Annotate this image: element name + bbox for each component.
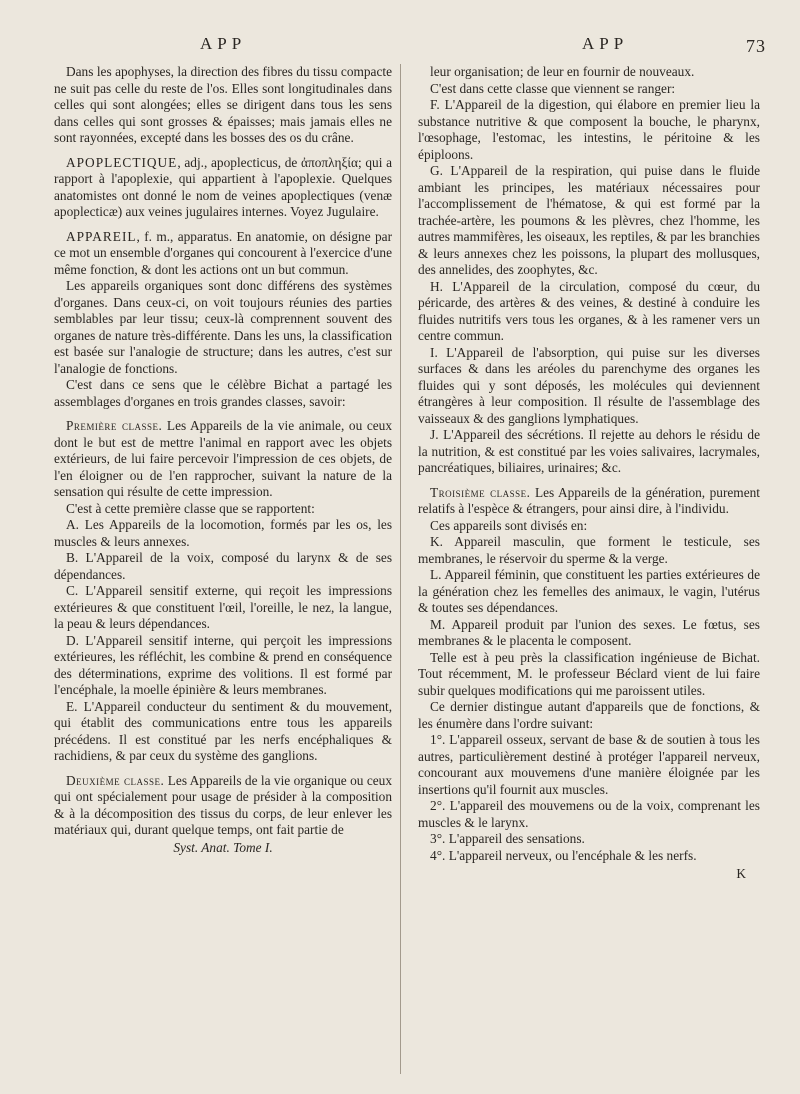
entry-appareil-text: , f. m., apparatus. En anatomie, on désigne par ce mot un ensemble d'organes qui concourent à l'exercice d'une même fonction, & dont les actions ont un but commun. (54, 228, 393, 277)
item-d: D. L'Appareil sensitif interne, qui perçoit les impressions extérieures, les réfléchit, les combine & prend en conséquence des déterminations, exprime des volitions. Il est formé par l'encéphale, la moelle épinière & leurs membranes. (54, 632, 393, 697)
item-c: C. L'Appareil sensitif externe, qui reçoit les impressions extérieures & que constituent l'œil, l'oreille, le nez, la langue, la peau & leurs dépendances. (54, 583, 393, 631)
deuxieme-classe (54, 773, 392, 839)
item-k: K. Appareil masculin, que forment le testicule, ses membranes, le réservoir du sperme & la verge. (418, 534, 760, 566)
running-header (54, 28, 766, 64)
paragraph-organisation: leur organisation; de leur en fournir de nouveaux. (430, 64, 695, 79)
item-b: B. L'Appareil de la voix, composé du larynx & de ses dépendances. (54, 550, 393, 582)
item-1: 1°. L'appareil osseux, servant de base & de soutien à tous les autres, particulièrement destiné à protéger l'appareil nerveux, concourant aux mouvemens d'une manière éloignée par les insertions qu'il fournit aux muscles. (418, 732, 760, 797)
header-right: APP (582, 34, 629, 53)
paragraph-apophyses: Dans les apophyses, la direction des fibres du tissu compacte ne suit pas celle du reste de l'os. Elles sont longitudinales dans celles qui sont alongées; elles se dirigent dans tous les sens dans celles qui sont grosses & épaisses; mais jamais elles ne sont rayonnées, excepté dans les bosses des os du crâne. (54, 64, 393, 145)
header-left: APP (200, 34, 247, 53)
troisieme-classe (418, 485, 760, 518)
text-columns (54, 64, 760, 883)
page-number: 73 (746, 36, 766, 56)
paragraph-bichat: C'est dans ce sens que le célèbre Bichat a partagé les assemblages d'organes en trois grandes classes, savoir: (54, 377, 393, 409)
deuxieme-classe-label: Deuxième classe. (66, 772, 165, 788)
premiere-classe (54, 418, 392, 501)
item-l: L. Appareil féminin, que constituent les parties extérieures de la génération chez les femelles des animaux, le vagin, l'utérus & toutes ses dépendances. (418, 567, 760, 615)
paragraph-organiques: Les appareils organiques sont donc différens des systèmes d'organes. Dans ceux-ci, on voit toujours réunies des parties semblables par leur tissu; ceux-là comprennent souvent des organes de nature très-différente. Dans les uns, la classification est basée sur l'analogie de structure; dans les autres, c'est sur l'analogie de fonctions. (54, 278, 393, 376)
entry-apoplectique-text: , adj., apoplecticus, de ἀποπληξία; qui a rapport à l'apoplexie, qui appartient à l'apoplexie. Quelques anatomistes ont donné le nom de veines apoplectiques (venæ apoplecticæ) aux veines jugulaires internes. Voyez Jugulaire. (54, 154, 393, 219)
headword-appareil: APPAREIL (66, 228, 137, 244)
item-j: J. L'Appareil des sécrétions. Il rejette au dehors le résidu de la nutrition, & est constitué par les voies salivaires, lacrymales, pancréatiques, biliaires, urinaires; &c. (418, 427, 760, 475)
item-4: 4°. L'appareil nerveux, ou l'encéphale & les nerfs. (430, 847, 697, 863)
item-3: 3°. L'appareil des sensations. (430, 831, 585, 846)
headword-apoplectique: APOPLECTIQUE (66, 154, 178, 170)
premiere-classe-label: Première classe. (66, 418, 163, 433)
paragraph-telle: Telle est à peu près la classification ingénieuse de Bichat. Tout récemment, M. le professeur Béclard vient de lui faire subir quelques modifications qui me paroissent utiles. (418, 649, 760, 698)
entry-appareil (54, 229, 392, 279)
paragraph-dernier: Ce dernier distingue autant d'appareils que de fonctions, & les énumère dans l'ordre suivant: (418, 699, 760, 731)
paragraph-cette-classe: C'est à cette première classe que se rapportent: (66, 500, 315, 516)
deuxieme-classe-text: Les Appareils de la vie organique ou ceux qui ont spécialement pour usage de présider à la composition & à la décomposition des tissus du corps, de leur enlever les matériaux qui, durant quelque temps, ont fait partie de (54, 772, 393, 837)
troisieme-classe-label: Troisième classe. (430, 484, 531, 500)
left-column (54, 64, 392, 883)
item-f: F. L'Appareil de la digestion, qui élabore en premier lieu la substance nutritive & que composent la bouche, le pharynx, l'œsophage, l'estomac, les intestins, le péritoine & les épiploons. (418, 97, 760, 162)
column-rule (400, 64, 401, 1074)
item-h: H. L'Appareil de la circulation, composé du cœur, du péricarde, des artères & des veines, & destiné à conduire les fluides nutritifs vers tous les organes, & à les ramener vers un centre commun. (418, 278, 760, 343)
item-m: M. Appareil produit par l'union des sexes. Le fœtus, ses membranes & le placenta le composent. (418, 616, 760, 648)
troisieme-classe-text: Les Appareils de la génération, purement relatifs à l'espèce & étrangers, pour ainsi dire, à l'individu. (418, 484, 760, 516)
item-a: A. Les Appareils de la locomotion, formés par les os, les muscles & leurs annexes. (54, 517, 393, 549)
item-e: E. L'Appareil conducteur du sentiment & du mouvement, qui établit des communications entre tous les appareils précédens. Il est constitué par les nerfs encéphaliques & rachidiens, & par ceux du système des ganglions. (54, 698, 393, 763)
item-2: 2°. L'appareil des mouvemens ou de la voix, comprenant les muscles & le larynx. (418, 798, 760, 830)
page-footer: Syst. Anat. Tome I. (173, 839, 273, 855)
premiere-classe-text: Les Appareils de la vie animale, ou ceux dont le but est de mettre l'animal en rapport avec les objets extérieurs, de lui faire percevoir l'impression de ces objets, de l'en éloigner ou de l'en rapprocher, suivant la nature de la sensation qui résulte de cette impression. (54, 418, 393, 499)
signature-mark: K (736, 866, 746, 881)
paragraph-classe-ranger: C'est dans cette classe que viennent se ranger: (430, 80, 676, 96)
item-g: G. L'Appareil de la respiration, qui puise dans le fluide ambiant les principes, les matériaux nécessaires pour l'accomplissement de l'hématose, & qui est formé par la trachée-artère, les poumons & les plèvres, chez l'homme, les autres mammifères, les oiseaux, les reptiles, & par les branchies & leurs annexes chez les poissons, la plupart des mollusques, des annelides, des zoophytes, &c. (418, 163, 760, 277)
paragraph-divises: Ces appareils sont divisés en: (430, 517, 588, 533)
entry-apoplectique (54, 155, 392, 221)
right-column (418, 64, 760, 883)
item-i: I. L'Appareil de l'absorption, qui puise sur les diverses surfaces & dans les aréoles du parenchyme des organes les fluides qui y sont déposés, les molécules qui deviennent étrangères à leur composition. Il résulte de l'assemblage des vaisseaux & des ganglions lymphatiques. (418, 344, 760, 426)
